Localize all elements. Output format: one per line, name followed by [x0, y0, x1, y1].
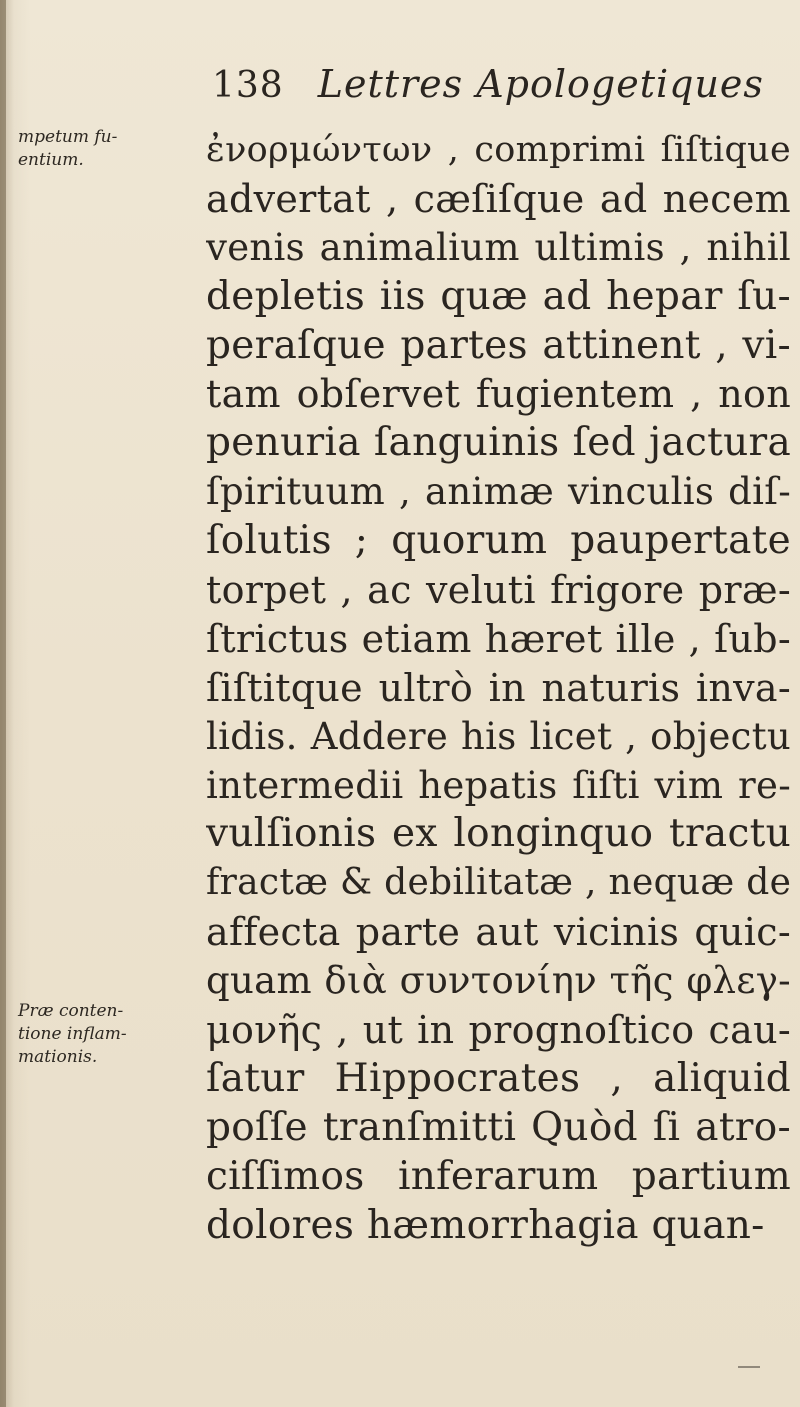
body-text [206, 126, 791, 1250]
book-spine-shadow [0, 0, 6, 1407]
margin-note-line: mpetum fu- [18, 127, 118, 147]
text-line: penuria ſanguinis ſed jactura [206, 420, 791, 466]
text-line: vulſionis ex longinquo tractu [206, 811, 791, 857]
text-line: μονῆς , ut in prognoſtico cau- [206, 1008, 791, 1053]
text-line: peraſque partes attinent , vi- [206, 322, 791, 368]
text-line: fractæ & debilitatæ , nequæ de [206, 862, 791, 904]
margin-note-1 [18, 126, 198, 172]
running-head: Lettres Apologetiques [317, 62, 764, 106]
text-line: tam obſervet fugientem , non [206, 372, 791, 417]
text-line: depletis iis quæ ad hepar ſu- [206, 273, 791, 319]
margin-note-line: mationis. [18, 1047, 98, 1067]
text-line: poſſe tranſmitti Quòd ſi atro- [206, 1104, 791, 1150]
text-line: ἐνορμώντων , comprimi ſiſtique [206, 130, 791, 170]
margin-note-line: Præ conten- [18, 1001, 124, 1021]
text-line: advertat , cæſiſque ad necem [206, 176, 791, 221]
text-line: ſiſtitque ultrò in naturis inva- [206, 665, 791, 710]
page-edge-mark [738, 1366, 760, 1368]
text-line: ciſſimos inferarum partium [206, 1153, 791, 1199]
margin-note-line: tione inflam- [18, 1024, 127, 1044]
page-number: 138 [212, 65, 284, 106]
text-line: venis animalium ultimis , nihil [206, 225, 791, 269]
margin-note-2 [18, 1000, 198, 1069]
text-line: ſpirituum , animæ vinculis diſ- [206, 470, 791, 514]
text-line: dolores hæmorrhagia quan- [206, 1202, 765, 1248]
text-line: quam διὰ συντονίην τῆς φλεγ- [206, 959, 791, 1003]
text-line: lidis. Addere his licet , objectu [206, 714, 791, 758]
text-line: affecta parte aut vicinis quic- [206, 910, 791, 955]
page-header [212, 62, 764, 122]
margin-note-line: entium. [18, 150, 84, 170]
text-line: intermedii hepatis ſiſti vim re- [206, 763, 791, 807]
text-line: ſolutis ; quorum paupertate [206, 518, 791, 564]
text-line: ſtrictus etiam hæret ille , ſub- [206, 616, 791, 661]
text-line: ſatur Hippocrates , aliquid [206, 1055, 791, 1101]
text-line: torpet , ac veluti frigore præ- [206, 568, 791, 613]
